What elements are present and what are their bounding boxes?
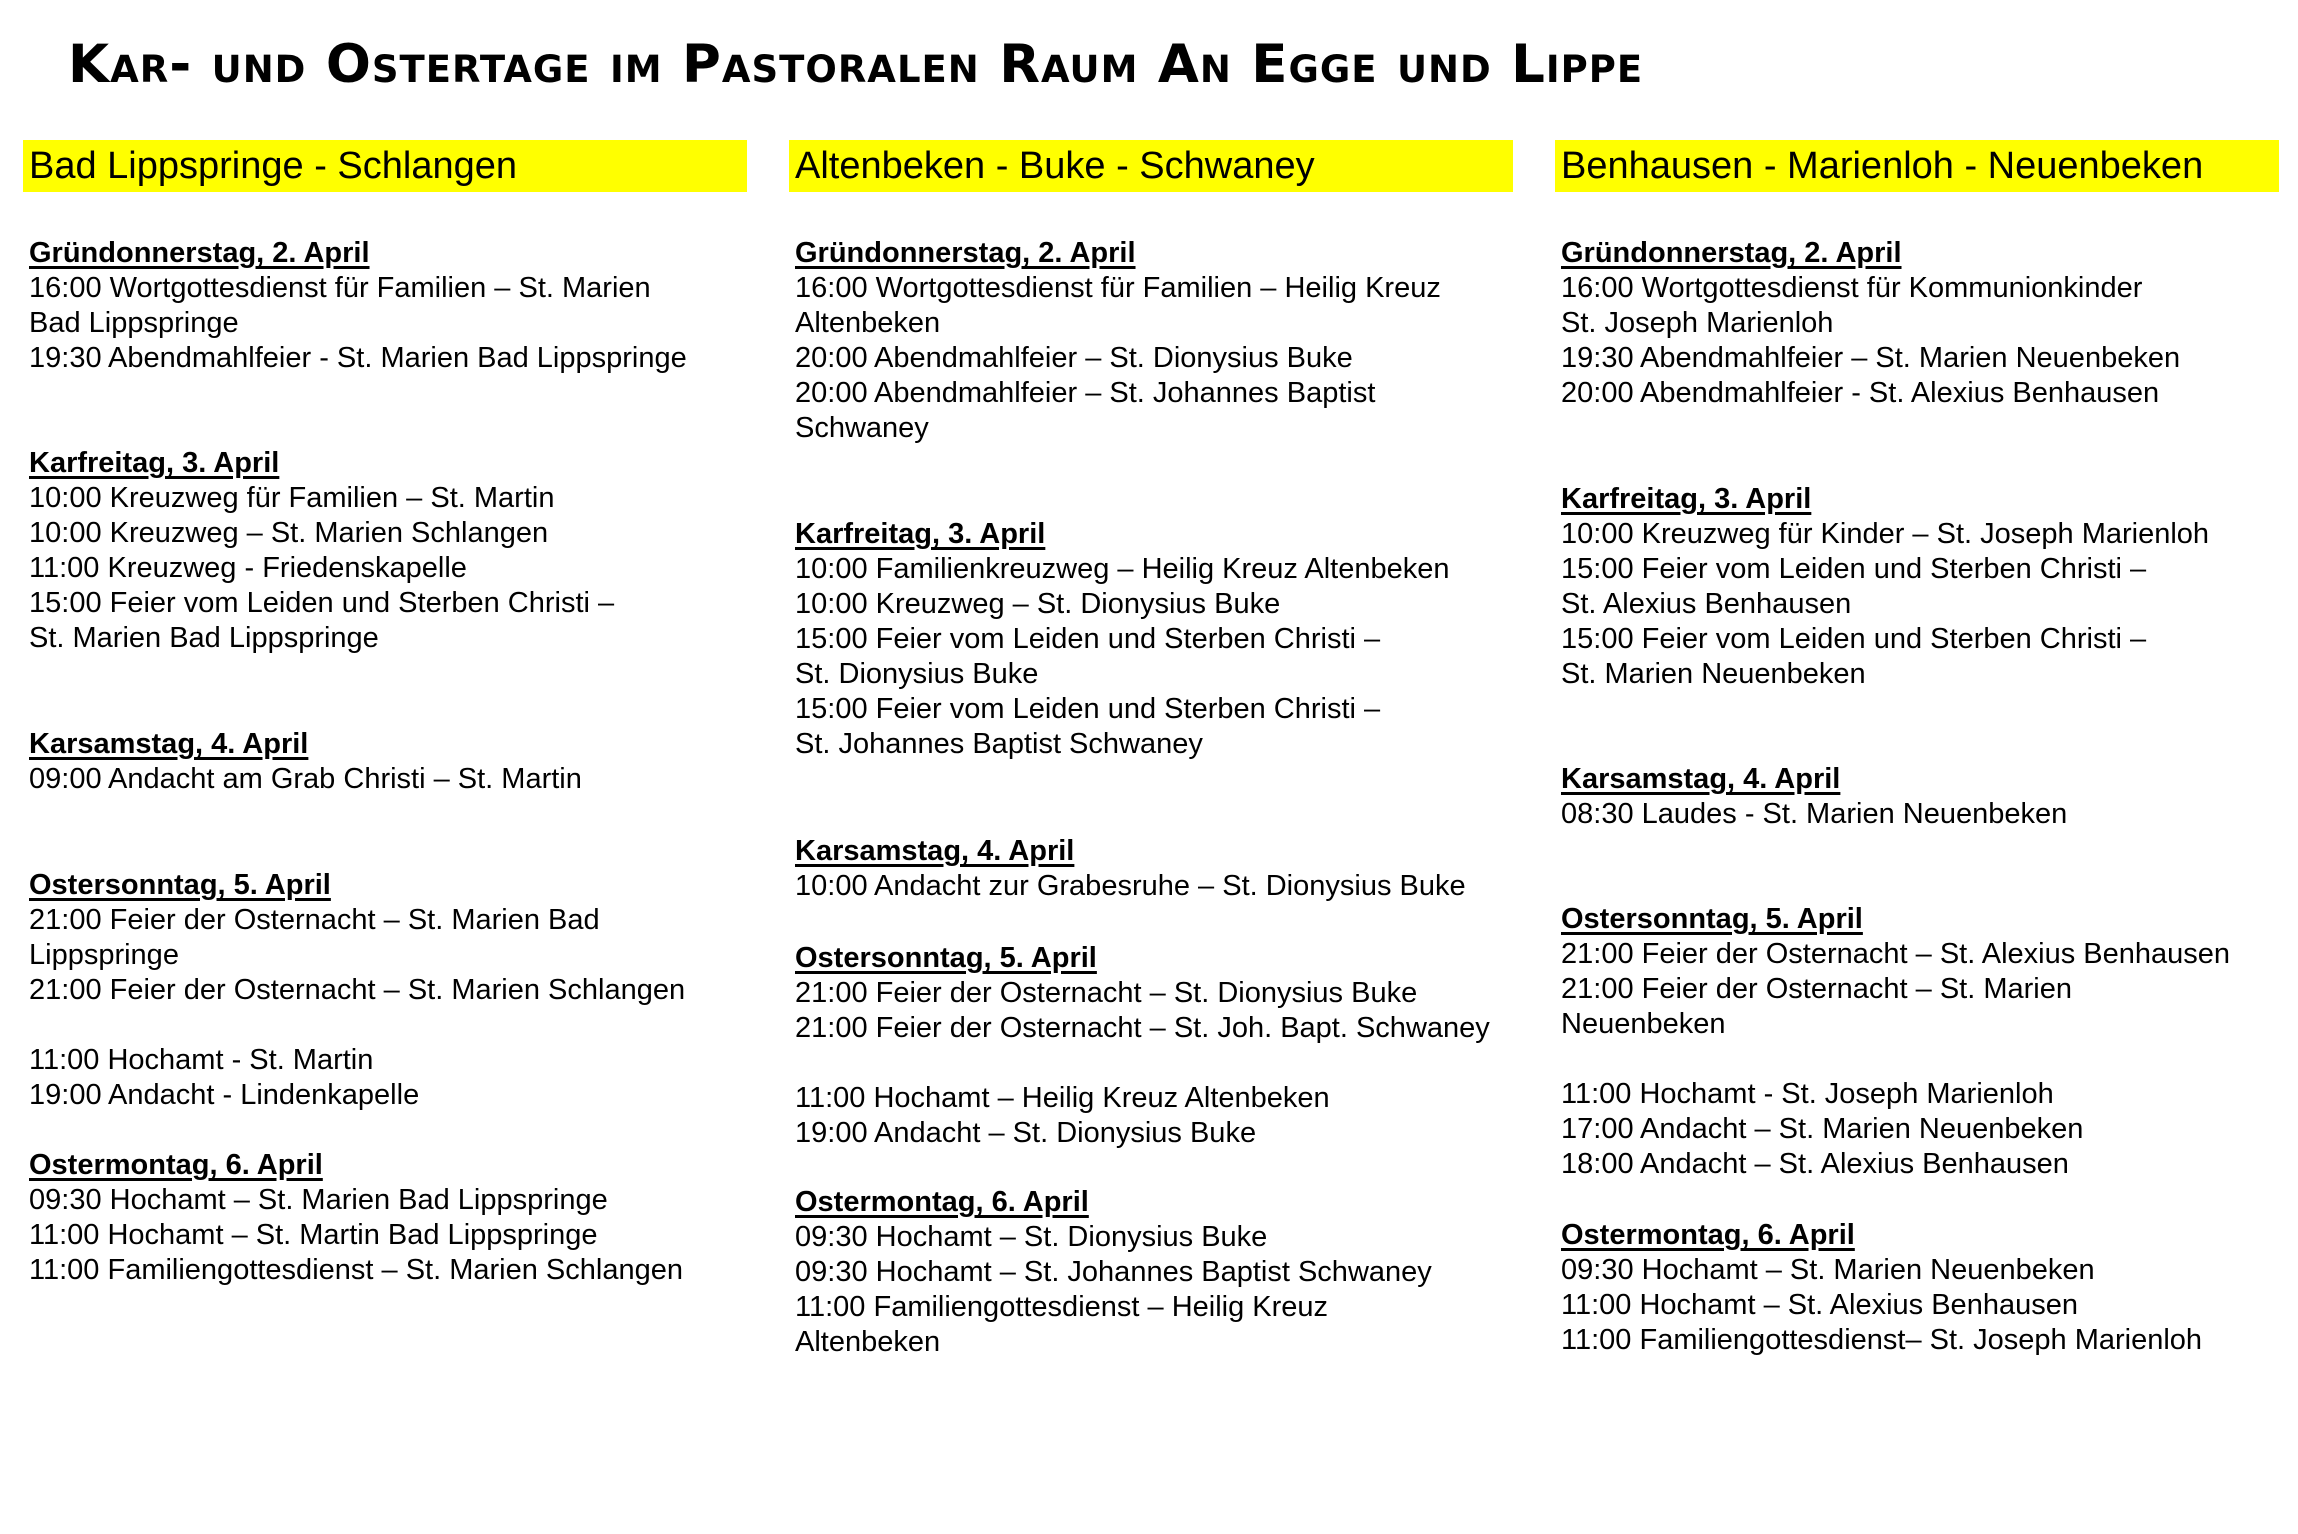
service-line: 21:00 Feier der Osternacht – St. Alexius Benhausen	[1561, 938, 2231, 970]
service-line: 10:00 Familienkreuzweg – Heilig Kreuz Altenbeken	[795, 553, 1450, 585]
day-heading: Karfreitag, 3. April	[29, 447, 280, 479]
service-line: 10:00 Kreuzweg für Familien – St. Martin	[29, 482, 555, 514]
service-line: 11:00 Kreuzweg - Friedenskapelle	[29, 552, 467, 584]
service-line: 15:00 Feier vom Leiden und Sterben Christi –	[1561, 553, 2147, 585]
day-block-gruendonnerstag	[795, 236, 1513, 446]
day-heading: Ostermontag, 6. April	[795, 1186, 1089, 1218]
service-line: 20:00 Abendmahlfeier – St. Dionysius Buke	[795, 342, 1353, 374]
service-line: Neuenbeken	[1561, 1008, 1726, 1040]
column-bad-lippspringe-schlangen	[23, 140, 747, 1286]
service-line: 21:00 Feier der Osternacht – St. Marien Bad	[29, 904, 600, 936]
service-line: 10:00 Kreuzweg für Kinder – St. Joseph Marienloh	[1561, 518, 2210, 550]
service-line: St. Marien Neuenbeken	[1561, 658, 1866, 690]
service-line: 16:00 Wortgottesdienst für Familien – St. Marien	[29, 272, 651, 304]
day-block-gruendonnerstag	[1561, 236, 2279, 411]
day-heading: Gründonnerstag, 2. April	[29, 237, 370, 269]
service-line: 09:30 Hochamt – St. Marien Bad Lippspringe	[29, 1184, 608, 1216]
service-line: 21:00 Feier der Osternacht – St. Dionysius Buke	[795, 977, 1418, 1009]
service-line: 19:00 Andacht - Lindenkapelle	[29, 1079, 420, 1111]
column-altenbeken-buke-schwaney	[789, 140, 1513, 1358]
service-line: Bad Lippspringe	[29, 307, 239, 339]
day-block-ostersonntag	[29, 868, 747, 1113]
day-block-ostermontag	[29, 1148, 747, 1288]
service-line: Schwaney	[795, 412, 929, 444]
service-line: 11:00 Hochamt - St. Martin	[29, 1044, 374, 1076]
service-line: 10:00 Kreuzweg – St. Marien Schlangen	[29, 517, 549, 549]
day-block-ostermontag	[1561, 1218, 2279, 1358]
spacer	[29, 1008, 747, 1043]
service-line: 15:00 Feier vom Leiden und Sterben Christi –	[1561, 623, 2147, 655]
service-line: 11:00 Familiengottesdienst – Heilig Kreuz	[795, 1291, 1329, 1323]
service-line: 11:00 Familiengottesdienst– St. Joseph Marienloh	[1561, 1324, 2203, 1356]
service-line: 17:00 Andacht – St. Marien Neuenbeken	[1561, 1113, 2084, 1145]
day-block-karfreitag	[1561, 482, 2279, 692]
day-heading: Karsamstag, 4. April	[795, 835, 1075, 867]
service-line: 09:30 Hochamt – St. Dionysius Buke	[795, 1221, 1268, 1253]
day-block-ostersonntag	[795, 941, 1513, 1151]
day-heading: Ostersonntag, 5. April	[29, 869, 331, 901]
service-line: 11:00 Hochamt – Heilig Kreuz Altenbeken	[795, 1082, 1330, 1114]
day-heading: Karsamstag, 4. April	[29, 728, 309, 760]
region-header: Bad Lippspringe - Schlangen	[23, 140, 747, 192]
service-line: 11:00 Hochamt - St. Joseph Marienloh	[1561, 1078, 2054, 1110]
service-line: 20:00 Abendmahlfeier - St. Alexius Benhausen	[1561, 377, 2160, 409]
service-line: 15:00 Feier vom Leiden und Sterben Christi –	[795, 623, 1381, 655]
service-line: 09:00 Andacht am Grab Christi – St. Martin	[29, 763, 582, 795]
day-heading: Ostersonntag, 5. April	[795, 942, 1097, 974]
day-block-karsamstag	[1561, 762, 2279, 832]
service-line: Altenbeken	[795, 307, 941, 339]
service-line: 16:00 Wortgottesdienst für Kommunionkinder	[1561, 272, 2143, 304]
day-heading: Gründonnerstag, 2. April	[795, 237, 1136, 269]
spacer	[1561, 1042, 2279, 1077]
service-line: 09:30 Hochamt – St. Marien Neuenbeken	[1561, 1254, 2095, 1286]
day-heading: Karfreitag, 3. April	[1561, 483, 1812, 515]
page-title: Kar- und Ostertage im Pastoralen Raum An Egge und Lippe	[68, 34, 1644, 95]
service-line: 10:00 Andacht zur Grabesruhe – St. Dionysius Buke	[795, 870, 1466, 902]
service-line: St. Alexius Benhausen	[1561, 588, 1852, 620]
service-line: St. Dionysius Buke	[795, 658, 1039, 690]
day-block-karfreitag	[29, 446, 747, 656]
service-line: 11:00 Familiengottesdienst – St. Marien Schlangen	[29, 1254, 683, 1286]
service-line: 19:30 Abendmahlfeier - St. Marien Bad Lippspringe	[29, 342, 687, 374]
day-block-karfreitag	[795, 517, 1513, 762]
day-block-karsamstag	[29, 727, 747, 797]
service-line: 09:30 Hochamt – St. Johannes Baptist Schwaney	[795, 1256, 1432, 1288]
spacer	[795, 1046, 1513, 1081]
region-header: Altenbeken - Buke - Schwaney	[789, 140, 1513, 192]
day-block-ostersonntag	[1561, 902, 2279, 1182]
service-line: 19:00 Andacht – St. Dionysius Buke	[795, 1117, 1257, 1149]
service-line: 15:00 Feier vom Leiden und Sterben Christi –	[795, 693, 1381, 725]
service-line: 19:30 Abendmahlfeier – St. Marien Neuenbeken	[1561, 342, 2181, 374]
day-heading: Ostermontag, 6. April	[29, 1149, 323, 1181]
service-line: 18:00 Andacht – St. Alexius Benhausen	[1561, 1148, 2069, 1180]
column-benhausen-marienloh-neuenbeken	[1555, 140, 2279, 1356]
day-block-karsamstag	[795, 834, 1513, 904]
service-line: St. Johannes Baptist Schwaney	[795, 728, 1203, 760]
day-heading: Ostermontag, 6. April	[1561, 1219, 1855, 1251]
service-line: Lippspringe	[29, 939, 179, 971]
service-line: 21:00 Feier der Osternacht – St. Joh. Bapt. Schwaney	[795, 1012, 1490, 1044]
day-heading: Gründonnerstag, 2. April	[1561, 237, 1902, 269]
service-line: 11:00 Hochamt – St. Martin Bad Lippspringe	[29, 1219, 598, 1251]
region-header: Benhausen - Marienloh - Neuenbeken	[1555, 140, 2279, 192]
day-heading: Karsamstag, 4. April	[1561, 763, 1841, 795]
service-line: St. Marien Bad Lippspringe	[29, 622, 379, 654]
service-line: 16:00 Wortgottesdienst für Familien – Heilig Kreuz	[795, 272, 1441, 304]
service-line: 08:30 Laudes - St. Marien Neuenbeken	[1561, 798, 2068, 830]
service-line: 21:00 Feier der Osternacht – St. Marien	[1561, 973, 2072, 1005]
day-heading: Karfreitag, 3. April	[795, 518, 1046, 550]
service-line: St. Joseph Marienloh	[1561, 307, 1834, 339]
service-line: 10:00 Kreuzweg – St. Dionysius Buke	[795, 588, 1281, 620]
service-line: Altenbeken	[795, 1326, 941, 1358]
service-line: 20:00 Abendmahlfeier – St. Johannes Baptist	[795, 377, 1376, 409]
service-line: 11:00 Hochamt – St. Alexius Benhausen	[1561, 1289, 2078, 1321]
day-block-ostermontag	[795, 1185, 1513, 1360]
day-heading: Ostersonntag, 5. April	[1561, 903, 1863, 935]
service-line: 15:00 Feier vom Leiden und Sterben Christi –	[29, 587, 615, 619]
service-line: 21:00 Feier der Osternacht – St. Marien Schlangen	[29, 974, 686, 1006]
day-block-gruendonnerstag	[29, 236, 747, 376]
